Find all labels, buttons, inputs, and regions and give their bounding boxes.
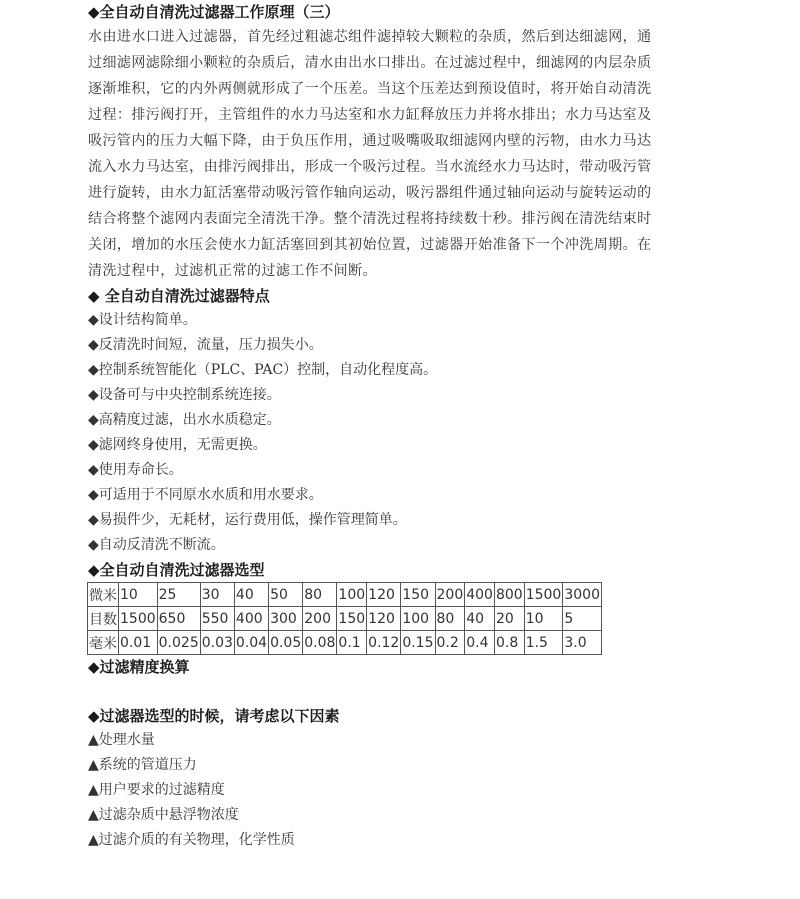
selection-heading: ◆全自动自清洗过滤器选型	[88, 561, 265, 579]
feature-item: ◆高精度过滤，出水水质稳定。	[88, 412, 281, 428]
paragraph-line: 吸污管内的压力大幅下降，由于负压作用，通过吸嘴吸取细滤网内壁的污物，由水力马达	[88, 133, 652, 149]
table-cell: 1500	[524, 583, 563, 607]
table-cell: 0.025	[157, 631, 200, 655]
paragraph-line: 关闭，增加的水压会使水力缸活塞回到其初始位置，过滤器开始准备下一个冲洗周期。在	[88, 237, 652, 253]
factor-item: ▲处理水量	[88, 732, 155, 748]
paragraph-line: 结合将整个滤网内表面完全清洗干净。整个清洗过程将持续数十秒。排污阀在清洗结束时	[88, 211, 652, 227]
row-label: 微米	[88, 583, 119, 607]
feature-item: ◆控制系统智能化（PLC、PAC）控制，自动化程度高。	[88, 362, 438, 378]
feature-item: ◆自动反清洗不断流。	[88, 537, 225, 553]
factors-list	[88, 728, 788, 853]
feature-item: ◆滤网终身使用，无需更换。	[88, 437, 267, 453]
table-cell: 120	[367, 583, 401, 607]
table-cell: 200	[303, 607, 337, 631]
table-cell: 120	[367, 607, 401, 631]
table-cell: 3.0	[563, 631, 602, 655]
table-cell: 0.03	[200, 631, 234, 655]
table-cell: 0.05	[269, 631, 303, 655]
table-cell: 0.12	[367, 631, 401, 655]
table-cell: 30	[200, 583, 234, 607]
table-cell: 0.15	[401, 631, 435, 655]
paragraph-line: 流入水力马达室，由排污阀排出，形成一个吸污过程。当水流经水力马达时，带动吸污管	[88, 159, 652, 175]
table-cell: 3000	[563, 583, 602, 607]
table-cell: 0.8	[494, 631, 524, 655]
paragraph-line: 进行旋转，由水力缸活塞带动吸污管作轴向运动，吸污器组件通过轴向运动与旋转运动的	[88, 185, 652, 201]
table-cell: 1500	[119, 607, 158, 631]
table-cell: 0.04	[234, 631, 268, 655]
table-cell: 200	[435, 583, 465, 607]
table-cell: 0.1	[337, 631, 367, 655]
feature-item: ◆可适用于不同原水水质和用水要求。	[88, 487, 323, 503]
table-cell: 550	[200, 607, 234, 631]
features-heading: ◆ 全自动自清洗过滤器特点	[88, 287, 270, 305]
factor-item: ▲用户要求的过滤精度	[88, 782, 225, 798]
paragraph-line: 水由进水口进入过滤器，首先经过粗滤芯组件滤掉较大颗粒的杂质，然后到达细滤网，通	[88, 29, 652, 45]
feature-item: ◆设备可与中央控制系统连接。	[88, 387, 281, 403]
table-cell: 1.5	[524, 631, 563, 655]
table-cell: 0.2	[435, 631, 465, 655]
table-cell: 150	[401, 583, 435, 607]
table-row	[88, 631, 602, 655]
principle-heading: ◆全自动自清洗过滤器工作原理（三）	[88, 3, 340, 21]
row-label: 目数	[88, 607, 119, 631]
table-cell: 300	[269, 607, 303, 631]
table-cell: 150	[337, 607, 367, 631]
table-row	[88, 583, 602, 607]
factor-item: ▲过滤介质的有关物理，化学性质	[88, 832, 295, 848]
feature-item: ◆设计结构简单。	[88, 312, 197, 328]
table-cell: 20	[494, 607, 524, 631]
factor-item: ▲过滤杂质中悬浮物浓度	[88, 807, 239, 823]
table-cell: 800	[494, 583, 524, 607]
principle-paragraph	[88, 24, 788, 284]
paragraph-line: 清洗过程中，过滤机正常的过滤工作不间断。	[88, 263, 377, 279]
table-cell: 5	[563, 607, 602, 631]
paragraph-line: 过细滤网滤除细小颗粒的杂质后，清水由出水口排出。在过滤过程中，细滤网的内层杂质	[88, 55, 652, 71]
table-cell: 0.01	[119, 631, 158, 655]
features-list	[88, 308, 788, 558]
paragraph-line: 过程：排污阀打开，主管组件的水力马达室和水力缸释放压力并将水排出；水力马达室及	[88, 107, 652, 123]
table-cell: 100	[337, 583, 367, 607]
table-cell: 400	[234, 607, 268, 631]
table-cell: 80	[435, 607, 465, 631]
table-cell: 10	[119, 583, 158, 607]
conversion-heading: ◆过滤精度换算	[88, 658, 190, 676]
factors-heading: ◆过滤器选型的时候，请考虑以下因素	[88, 707, 340, 725]
table-cell: 650	[157, 607, 200, 631]
feature-item: ◆反清洗时间短，流量，压力损失小。	[88, 337, 323, 353]
table-cell: 40	[465, 607, 495, 631]
spacer	[88, 679, 788, 704]
table-cell: 400	[465, 583, 495, 607]
table-cell: 0.08	[303, 631, 337, 655]
table-cell: 50	[269, 583, 303, 607]
table-cell: 100	[401, 607, 435, 631]
table-cell: 0.4	[465, 631, 495, 655]
table-cell: 80	[303, 583, 337, 607]
table-row	[88, 607, 602, 631]
table-cell: 10	[524, 607, 563, 631]
table-cell: 25	[157, 583, 200, 607]
feature-item: ◆易损件少，无耗材，运行费用低，操作管理简单。	[88, 512, 407, 528]
feature-item: ◆使用寿命长。	[88, 462, 183, 478]
selection-table	[87, 582, 602, 655]
factor-item: ▲系统的管道压力	[88, 757, 197, 773]
row-label: 毫米	[88, 631, 119, 655]
paragraph-line: 逐渐堆积，它的内外两侧就形成了一个压差。当这个压差达到预设值时，将开始自动清洗	[88, 81, 652, 97]
document-page	[88, 0, 788, 853]
table-cell: 40	[234, 583, 268, 607]
